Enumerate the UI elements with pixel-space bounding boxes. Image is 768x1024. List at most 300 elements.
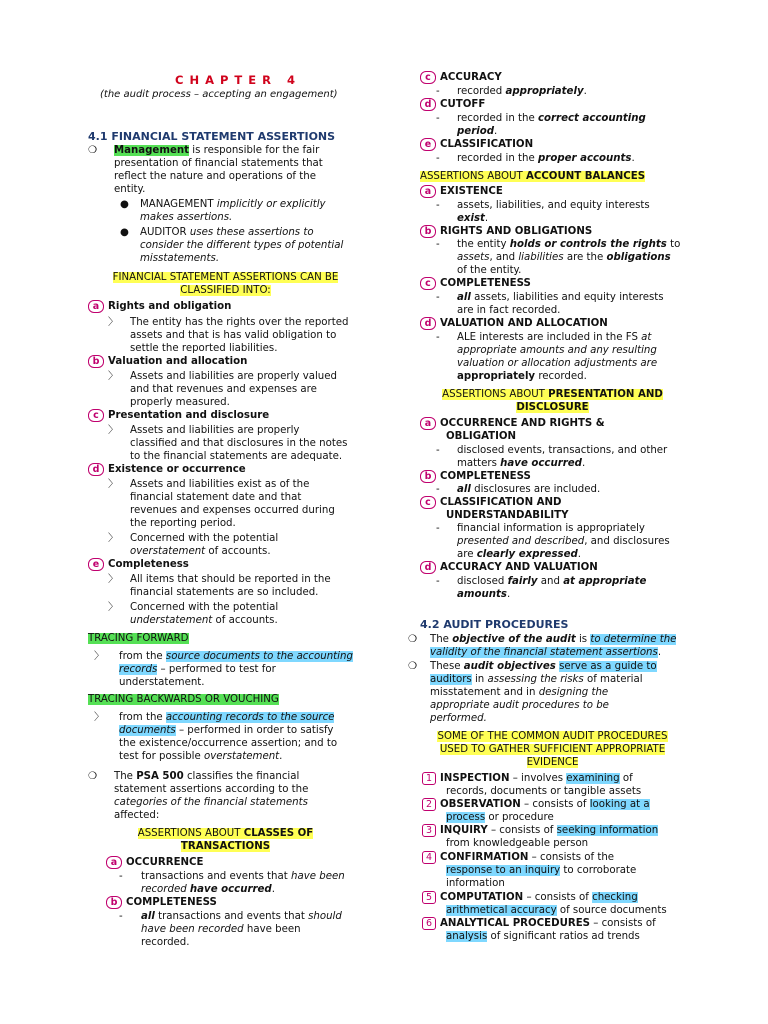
text-line: the reporting period.	[130, 518, 236, 529]
letter-badge: a	[106, 856, 122, 869]
ring-bullet-icon: ❍	[408, 634, 418, 645]
text-line	[88, 478, 363, 491]
text: AUDITOR	[140, 227, 190, 238]
section-4-1-heading: 4.1 FINANCIAL STATEMENT ASSERTIONS	[88, 130, 336, 143]
text: CLASSIFICATION	[440, 139, 534, 150]
text: – performed to test for	[157, 664, 276, 675]
chevron-right-icon: 〉	[108, 425, 119, 436]
text: accounting records to the source	[165, 712, 335, 723]
text: clearly expressed	[476, 549, 578, 560]
text-line	[420, 535, 685, 548]
presentation-heading-2	[420, 401, 685, 414]
text-line	[420, 811, 685, 824]
management-paragraph	[88, 144, 363, 157]
text: PSA 500	[136, 771, 184, 782]
completeness-ab-title	[420, 277, 685, 290]
letter-badge: d	[88, 463, 104, 476]
ring-bullet-icon: ❍	[88, 771, 98, 782]
text: documents	[119, 725, 176, 736]
text: fairly	[507, 576, 538, 587]
text-line	[88, 614, 363, 627]
chapter-subtitle: (the audit process – accepting an engagement)	[100, 89, 338, 100]
text: recorded	[141, 884, 190, 895]
text: examining	[566, 773, 620, 784]
text: CLASSIFIED INTO:	[180, 285, 271, 296]
ring-bullet-icon: ❍	[408, 661, 418, 672]
text: checking	[592, 892, 638, 903]
text: transactions and events that	[141, 871, 291, 882]
procedure-inquiry	[420, 824, 685, 837]
text: understatement	[130, 615, 213, 626]
letter-badge: c	[420, 496, 436, 509]
text: exist	[457, 213, 485, 224]
audit-objectives-paragraph	[408, 660, 685, 673]
text: , and disclosures	[584, 536, 670, 547]
text: CUTOFF	[440, 99, 486, 110]
text-line	[420, 686, 685, 699]
text: have been	[291, 871, 345, 882]
text: disclosed	[457, 576, 508, 587]
text: uses these assertions to	[189, 227, 314, 238]
number-badge: 6	[422, 917, 436, 930]
text-line	[88, 711, 363, 724]
text-line: recorded.	[141, 937, 190, 948]
text: COMPLETENESS	[440, 278, 531, 289]
text: proper accounts	[538, 153, 632, 164]
text: ASSERTIONS ABOUT	[137, 828, 244, 839]
text-line	[88, 573, 363, 586]
text: of	[619, 773, 633, 784]
text: implicitly or explicitly	[216, 199, 326, 210]
text: test for possible	[119, 751, 204, 762]
chevron-right-icon: 〉	[108, 479, 119, 490]
text: These	[430, 661, 464, 672]
dash-bullet-icon: -	[436, 239, 440, 250]
bullet-auditor	[88, 226, 363, 239]
text: ACCOUNT BALANCES	[525, 171, 646, 182]
letter-badge: a	[420, 417, 436, 430]
text: COMPLETENESS	[440, 471, 531, 482]
classification-understandability-title	[420, 496, 685, 509]
text: CONFIRMATION	[440, 852, 529, 863]
accuracy-valuation-title	[420, 561, 685, 574]
text-line	[420, 673, 685, 686]
completeness-pd-title	[420, 470, 685, 483]
text-line	[88, 870, 363, 883]
assertion-b-title	[88, 355, 363, 368]
text: recorded in the	[457, 113, 538, 124]
dash-bullet-icon: -	[436, 484, 440, 495]
text: .	[506, 589, 511, 600]
text: assessing the risks	[487, 674, 584, 685]
text-line	[420, 575, 685, 588]
text: SOME OF THE COMMON AUDIT PROCEDURES	[437, 731, 668, 742]
text-line	[420, 238, 685, 251]
procedure-confirmation	[420, 851, 685, 864]
text: CLASSIFICATION AND	[440, 497, 562, 508]
completeness-title	[88, 896, 363, 909]
text: VALUATION AND ALLOCATION	[440, 318, 608, 329]
text: liabilities	[518, 252, 564, 263]
text: disclosures are included.	[470, 484, 601, 495]
text: source documents to the accounting	[165, 651, 353, 662]
text: .	[583, 86, 587, 97]
occurrence-title	[88, 856, 363, 869]
text-line: consider the different types of potential	[140, 240, 344, 251]
text-line: entity.	[114, 184, 146, 195]
dash-bullet-icon: -	[436, 445, 440, 456]
letter-badge: b	[420, 225, 436, 238]
text: COMPUTATION	[440, 892, 524, 903]
text-line: from knowledgeable person	[446, 838, 589, 849]
text-line: makes assertions.	[140, 212, 233, 223]
text: INQUIRY	[440, 825, 488, 836]
account-balances-heading	[420, 170, 685, 183]
text-line	[88, 650, 363, 663]
text-line: financial statement date and that	[130, 492, 302, 503]
text-line	[88, 316, 363, 329]
procedure-computation	[420, 891, 685, 904]
text: overstatement	[130, 546, 206, 557]
number-badge: 2	[422, 798, 436, 811]
assertion-e-title	[88, 558, 363, 571]
text: OCCURRENCE AND RIGHTS &	[440, 418, 605, 429]
text: have occurred	[189, 884, 272, 895]
text-line	[420, 930, 685, 943]
text: objective of the audit	[452, 634, 576, 645]
text: validity of the financial statement assertions	[430, 647, 658, 658]
dash-bullet-icon: -	[119, 911, 123, 922]
text-line: UNDERSTANDABILITY	[446, 510, 569, 521]
text: Concerned with the potential	[130, 533, 279, 544]
text: – performed in order to satisfy	[175, 725, 334, 736]
text: – involves	[509, 773, 567, 784]
text: FINANCIAL STATEMENT ASSERTIONS CAN BE	[112, 272, 339, 283]
text: – consists of	[520, 799, 590, 810]
tracing-backward-heading	[88, 693, 363, 706]
text: Assets and liabilities are properly valued	[130, 371, 337, 382]
chevron-right-icon: 〉	[94, 651, 105, 662]
text-line: categories of the financial statements	[114, 797, 308, 808]
text: are	[457, 549, 477, 560]
text-line: of the entity.	[457, 265, 522, 276]
text: of accounts.	[212, 615, 278, 626]
text-line	[420, 331, 685, 344]
chevron-right-icon: 〉	[108, 602, 119, 613]
text-line	[420, 483, 685, 496]
text-line	[420, 548, 685, 561]
text-line	[420, 646, 685, 659]
text-line: information	[446, 878, 505, 889]
assertion-a-title	[88, 300, 363, 313]
text-line	[420, 212, 685, 225]
text-line	[420, 864, 685, 877]
text: The	[114, 771, 137, 782]
text: the entity	[457, 239, 510, 250]
text: recorded in the	[457, 153, 538, 164]
dash-bullet-icon: -	[436, 200, 440, 211]
text: .	[271, 884, 275, 895]
text: .	[631, 153, 635, 164]
text: TRACING FORWARD	[88, 633, 189, 644]
text-line: reflect the nature and operations of the	[114, 171, 316, 182]
text: ASSERTIONS ABOUT	[442, 389, 549, 400]
text: recorded.	[535, 371, 587, 382]
text: serve as a guide to	[559, 661, 657, 672]
letter-badge: b	[106, 896, 122, 909]
letter-badge: d	[420, 317, 436, 330]
text-line	[420, 457, 685, 470]
text: Presentation and disclosure	[108, 410, 270, 421]
tracing-forward-heading	[88, 632, 363, 645]
chevron-right-icon: 〉	[108, 371, 119, 382]
text: to	[666, 239, 681, 250]
text: to corroborate	[560, 865, 637, 876]
text: from the	[119, 651, 166, 662]
text: The	[430, 634, 453, 645]
chevron-right-icon: 〉	[108, 533, 119, 544]
letter-badge: c	[88, 409, 104, 422]
text: is responsible for the fair	[189, 145, 320, 156]
text: financial information is appropriately	[457, 523, 645, 534]
procedures-heading	[420, 730, 685, 743]
dot-bullet-icon: ●	[120, 199, 129, 210]
text-line: are in fact recorded.	[457, 305, 561, 316]
text: – consists of	[590, 918, 656, 929]
text: COMPLETENESS	[126, 897, 217, 908]
text: presented and described	[457, 536, 585, 547]
text: correct accounting	[538, 113, 646, 124]
text-line: and that revenues and expenses are	[130, 384, 317, 395]
text: all	[141, 911, 155, 922]
text: .	[581, 458, 586, 469]
chapter-title: CHAPTER 4	[175, 73, 301, 87]
procedures-heading-2	[420, 743, 685, 756]
text-line	[420, 291, 685, 304]
text: , and	[489, 252, 519, 263]
text-line	[88, 532, 363, 545]
text: appropriately	[457, 371, 536, 382]
text: holds or controls the rights	[509, 239, 667, 250]
dash-bullet-icon: -	[436, 523, 440, 534]
text: .	[657, 647, 662, 658]
text: from the	[119, 712, 166, 723]
text: amounts	[457, 589, 507, 600]
text-line: valuation or allocation adjustments are	[457, 358, 658, 369]
text: analysis	[446, 931, 488, 942]
text-line: classified and that disclosures in the notes	[130, 438, 348, 449]
letter-badge: d	[420, 98, 436, 111]
chevron-right-icon: 〉	[108, 317, 119, 328]
text: of significant ratios ad trends	[487, 931, 640, 942]
assertion-d-title	[88, 463, 363, 476]
text: recorded	[457, 86, 506, 97]
text: have been	[243, 924, 301, 935]
text-line	[420, 588, 685, 601]
dash-bullet-icon: -	[436, 332, 440, 343]
text: classifies the financial	[183, 771, 300, 782]
dot-bullet-icon: ●	[120, 227, 129, 238]
text: CLASSES OF	[243, 828, 314, 839]
text: assets, liabilities and equity interests	[470, 292, 664, 303]
text: process	[446, 812, 486, 823]
letter-badge: a	[88, 300, 104, 313]
presentation-heading	[420, 388, 685, 401]
rights-obligations-title	[420, 225, 685, 238]
text: RIGHTS AND OBLIGATIONS	[440, 226, 593, 237]
text: Rights and obligation	[108, 301, 232, 312]
classified-heading-2	[88, 284, 363, 297]
text: obligations	[606, 252, 671, 263]
dash-bullet-icon: -	[436, 292, 440, 303]
text-line: records, documents or tangible assets	[446, 786, 642, 797]
text: MANAGEMENT	[140, 199, 217, 210]
text: ASSERTIONS ABOUT	[420, 171, 526, 182]
letter-badge: c	[420, 71, 436, 84]
text-line	[88, 750, 363, 763]
classified-heading	[88, 271, 363, 284]
text: Concerned with the potential	[130, 602, 279, 613]
text: should	[308, 911, 342, 922]
text: ACCURACY AND VALUATION	[440, 562, 598, 573]
number-badge: 4	[422, 851, 436, 864]
text-line: statement assertions according to the	[114, 784, 309, 795]
text: Completeness	[108, 559, 189, 570]
text: Assets and liabilities exist as of the	[130, 479, 310, 490]
text-line: to the financial statements are adequate.	[130, 451, 343, 462]
text-line	[420, 199, 685, 212]
dash-bullet-icon: -	[436, 153, 440, 164]
text-line	[420, 112, 685, 125]
text: USED TO GATHER SUFFICIENT APPROPRIATE	[439, 744, 666, 755]
section-4-2-heading: 4.2 AUDIT PROCEDURES	[420, 618, 569, 631]
dash-bullet-icon: -	[436, 86, 440, 97]
classes-heading-2	[88, 840, 363, 853]
text: TRACING BACKWARDS OR VOUCHING	[88, 694, 279, 705]
text: INSPECTION	[440, 773, 510, 784]
text: ACCURACY	[440, 72, 502, 83]
text-line: appropriate audit procedures to be	[430, 700, 609, 711]
text-line: the existence/occurrence assertion; and to	[119, 738, 338, 749]
text: transactions and events that	[154, 911, 309, 922]
text: designing the	[538, 687, 609, 698]
text-line	[88, 424, 363, 437]
text-line	[88, 545, 363, 558]
text: disclosed events, transactions, and other	[457, 445, 668, 456]
text: overstatement	[204, 751, 280, 762]
text: response to an inquiry	[446, 865, 561, 876]
text: appropriately	[505, 86, 584, 97]
text: is	[575, 634, 591, 645]
number-badge: 1	[422, 772, 436, 785]
text: period	[457, 126, 495, 137]
text: EXISTENCE	[440, 186, 503, 197]
text: .	[577, 549, 582, 560]
letter-badge: c	[420, 277, 436, 290]
psa-paragraph	[88, 770, 363, 783]
text: The entity has the rights over the reported	[130, 317, 349, 328]
text-line	[88, 663, 363, 676]
chevron-right-icon: 〉	[108, 574, 119, 585]
text: at	[641, 332, 652, 343]
text: audit objectives	[463, 661, 556, 672]
text: all	[457, 292, 471, 303]
text: and	[537, 576, 564, 587]
dash-bullet-icon: -	[436, 576, 440, 587]
chevron-right-icon: 〉	[94, 712, 105, 723]
text-line	[420, 251, 685, 264]
text: .	[484, 213, 489, 224]
text: .	[279, 751, 283, 762]
text-line: presentation of financial statements that	[114, 158, 323, 169]
procedures-heading-3	[420, 756, 685, 769]
valuation-title	[420, 317, 685, 330]
management-term: Management	[114, 145, 189, 156]
text-line: revenues and expenses occurred during	[130, 505, 335, 516]
text-line	[420, 904, 685, 917]
text-line	[420, 522, 685, 535]
text: – consists of	[487, 825, 557, 836]
classes-heading	[88, 827, 363, 840]
text: looking at a	[589, 799, 650, 810]
existence-title	[420, 185, 685, 198]
text-line: understatement.	[119, 677, 205, 688]
procedure-observation	[420, 798, 685, 811]
text: are the	[563, 252, 607, 263]
text-line	[88, 370, 363, 383]
cutoff-title	[420, 98, 685, 111]
letter-badge: b	[420, 470, 436, 483]
text: of material	[583, 674, 643, 685]
text: PRESENTATION AND	[548, 389, 663, 400]
text: to determine the	[590, 634, 677, 645]
text-line	[420, 125, 685, 138]
accuracy-title	[420, 71, 685, 84]
text-line: performed.	[430, 713, 487, 724]
ring-bullet-icon: ❍	[88, 145, 98, 156]
text-line	[420, 370, 685, 383]
bullet-management	[88, 198, 363, 211]
letter-badge: e	[420, 138, 436, 151]
text: – consists of	[523, 892, 593, 903]
text: in	[471, 674, 488, 685]
dash-bullet-icon: -	[119, 871, 123, 882]
objective-paragraph	[408, 633, 685, 646]
text: records	[119, 664, 158, 675]
letter-badge: d	[420, 561, 436, 574]
text-line: assets and that is has valid obligation to	[130, 330, 337, 341]
classification-title	[420, 138, 685, 151]
text: misstatement and in	[430, 687, 539, 698]
text: EVIDENCE	[526, 757, 579, 768]
text-line	[88, 923, 363, 936]
text: assets	[457, 252, 490, 263]
text: DISCLOSURE	[516, 402, 589, 413]
text: at appropriate	[563, 576, 647, 587]
text: ALE interests are included in the FS	[457, 332, 642, 343]
text: have occurred	[500, 458, 582, 469]
text-line	[88, 724, 363, 737]
text: Valuation and allocation	[108, 356, 248, 367]
text: seeking information	[556, 825, 659, 836]
text-line: financial statements are so included.	[130, 587, 319, 598]
text: of accounts.	[205, 546, 271, 557]
text: auditors	[430, 674, 472, 685]
text-line	[420, 85, 685, 98]
text: Existence or occurrence	[108, 464, 246, 475]
procedure-inspection	[420, 772, 685, 785]
text: of source documents	[556, 905, 667, 916]
